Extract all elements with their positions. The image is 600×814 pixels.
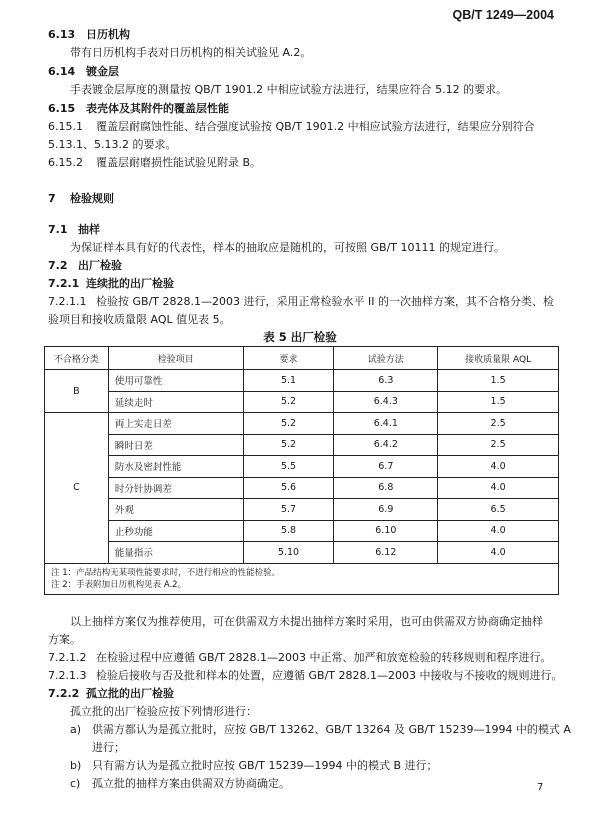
- clause-6-15-1: 6.15.1 覆盖层耐腐蚀性能、结合强度试验按 QB/T 1901.2 中相应试验方法进行，结果应分别符合: [48, 120, 535, 133]
- heading-7: 7 检验规则: [48, 192, 114, 205]
- header-item: 检验项目: [108, 347, 243, 370]
- requirement-cell: 5.8: [243, 520, 334, 542]
- item-cell: 瞬时日差: [108, 434, 243, 456]
- paragraph-calendar: 带有日历机构手表对日历机构的相关试验见 A.2。: [70, 46, 312, 59]
- list-item-a-cont: 进行；: [92, 741, 125, 754]
- aql-cell: 2.5: [438, 434, 559, 456]
- table-row: [45, 391, 559, 413]
- header-requirement: 要求: [243, 347, 334, 370]
- heading-6-14: 6.14 镀金层: [48, 65, 119, 78]
- table-row: [45, 370, 559, 392]
- item-cell: 能量指示: [108, 542, 243, 564]
- table-title: 表 5 出厂检验: [263, 330, 337, 344]
- requirement-cell: 5.2: [243, 434, 334, 456]
- list-item-c: c) 孤立批的抽样方案由供需双方协商确定。: [70, 777, 290, 790]
- aql-cell: 4.0: [438, 542, 559, 564]
- header-class: 不合格分类: [45, 347, 109, 370]
- table-row: [45, 413, 559, 435]
- method-cell: 6.10: [334, 520, 438, 542]
- table-header-row: [45, 347, 559, 370]
- item-cell: 使用可靠性: [108, 370, 243, 392]
- item-cell: 时分针协调差: [108, 477, 243, 499]
- clause-7-2-1-3: 7.2.1.3 检验后接收与否及批和样本的处置，应遵循 GB/T 2828.1—2003 中接收与不接收的规则进行。: [48, 669, 563, 682]
- method-cell: 6.12: [334, 542, 438, 564]
- item-cell: 防水及密封性能: [108, 456, 243, 478]
- clause-7-2-1-2: 7.2.1.2 在检验过程中应遵循 GB/T 2828.1—2003 中正常、加严和放宽检验的转移规则和程序进行。: [48, 651, 552, 664]
- method-cell: 6.7: [334, 456, 438, 478]
- table-row: [45, 499, 559, 521]
- heading-7-2-2: 7.2.2 孤立批的出厂检验: [48, 687, 174, 700]
- requirement-cell: 5.10: [243, 542, 334, 564]
- header-method: 试验方法: [334, 347, 438, 370]
- aql-cell: 6.5: [438, 499, 559, 521]
- method-cell: 6.4.3: [334, 391, 438, 413]
- header-aql: 接收质量限 AQL: [438, 347, 559, 370]
- heading-7-2-1: 7.2.1 连续批的出厂检验: [48, 277, 174, 290]
- paragraph-sampling: 为保证样本具有好的代表性，样本的抽取应是随机的，可按照 GB/T 10111 的规定进行。: [70, 241, 505, 254]
- method-cell: 6.4.2: [334, 434, 438, 456]
- aql-cell: 4.0: [438, 477, 559, 499]
- page-number: 7: [537, 782, 544, 793]
- paragraph-recommendation: 以上抽样方案仅为推荐使用，可在供需双方未提出抽样方案时采用，也可由供需双方协商确定抽样: [70, 615, 543, 628]
- table-row: [45, 520, 559, 542]
- list-item-a: a) 供需方都认为是孤立批时，应按 GB/T 13262、GB/T 13264 及 GB/T 15239—1994 中的模式 A: [70, 723, 571, 736]
- aql-cell: 4.0: [438, 456, 559, 478]
- item-cell: 両上实走日差: [108, 413, 243, 435]
- table-row: [45, 456, 559, 478]
- clause-6-15-1-cont: 5.13.1、5.13.2 的要求。: [48, 138, 177, 151]
- aql-cell: 1.5: [438, 370, 559, 392]
- item-cell: 外观: [108, 499, 243, 521]
- requirement-cell: 5.5: [243, 456, 334, 478]
- list-item-b: b) 只有需方认为是孤立批时应按 GB/T 15239—1994 中的模式 B 进行；: [70, 759, 438, 772]
- requirement-cell: 5.7: [243, 499, 334, 521]
- heading-6-13: 6.13 日历机构: [48, 28, 130, 41]
- requirement-cell: 5.2: [243, 413, 334, 435]
- paragraph-gold-plating: 手表镀金层厚度的测量按 QB/T 1901.2 中相应试验方法进行，结果应符合 5.12 的要求。: [70, 83, 508, 96]
- method-cell: 6.8: [334, 477, 438, 499]
- heading-7-2: 7.2 出厂检验: [48, 259, 122, 272]
- table-row: [45, 542, 559, 564]
- requirement-cell: 5.6: [243, 477, 334, 499]
- aql-cell: 4.0: [438, 520, 559, 542]
- clause-6-15-2: 6.15.2 覆盖层耐磨损性能试验见附录 B。: [48, 156, 262, 169]
- standard-code-header: QB/T 1249—2004: [452, 8, 554, 22]
- table-note-1: 注 1：产品结构无某项性能要求时，不进行相应的性能检验。: [51, 567, 281, 578]
- aql-cell: 2.5: [438, 413, 559, 435]
- class-cell: C: [45, 413, 109, 564]
- paragraph-isolated-lot: 孤立批的出厂检验应按下列情形进行：: [70, 705, 257, 718]
- method-cell: 6.4.1: [334, 413, 438, 435]
- table-notes: [45, 563, 559, 594]
- requirement-cell: 5.2: [243, 391, 334, 413]
- table-row: [45, 434, 559, 456]
- paragraph-recommendation-cont: 方案。: [48, 633, 81, 646]
- factory-inspection-table: [44, 346, 559, 595]
- requirement-cell: 5.1: [243, 370, 334, 392]
- table-row: [45, 477, 559, 499]
- table-note-2: 注 2：手表附加日历机构见表 A.2。: [51, 579, 187, 590]
- class-cell: B: [45, 370, 109, 413]
- item-cell: 延续走时: [108, 391, 243, 413]
- method-cell: 6.9: [334, 499, 438, 521]
- heading-7-1: 7.1 抽样: [48, 223, 100, 236]
- item-cell: 止秒功能: [108, 520, 243, 542]
- clause-7-2-1-1: 7.2.1.1 检验按 GB/T 2828.1—2003 进行，采用正常检验水平 II 的一次抽样方案，其不合格分类、检: [48, 295, 554, 308]
- clause-7-2-1-1-cont: 验项目和接收质量限 AQL 值见表 5。: [48, 313, 231, 326]
- aql-cell: 1.5: [438, 391, 559, 413]
- method-cell: 6.3: [334, 370, 438, 392]
- table-notes-row: [45, 563, 559, 594]
- heading-6-15: 6.15 表壳体及其附件的覆盖层性能: [48, 102, 229, 115]
